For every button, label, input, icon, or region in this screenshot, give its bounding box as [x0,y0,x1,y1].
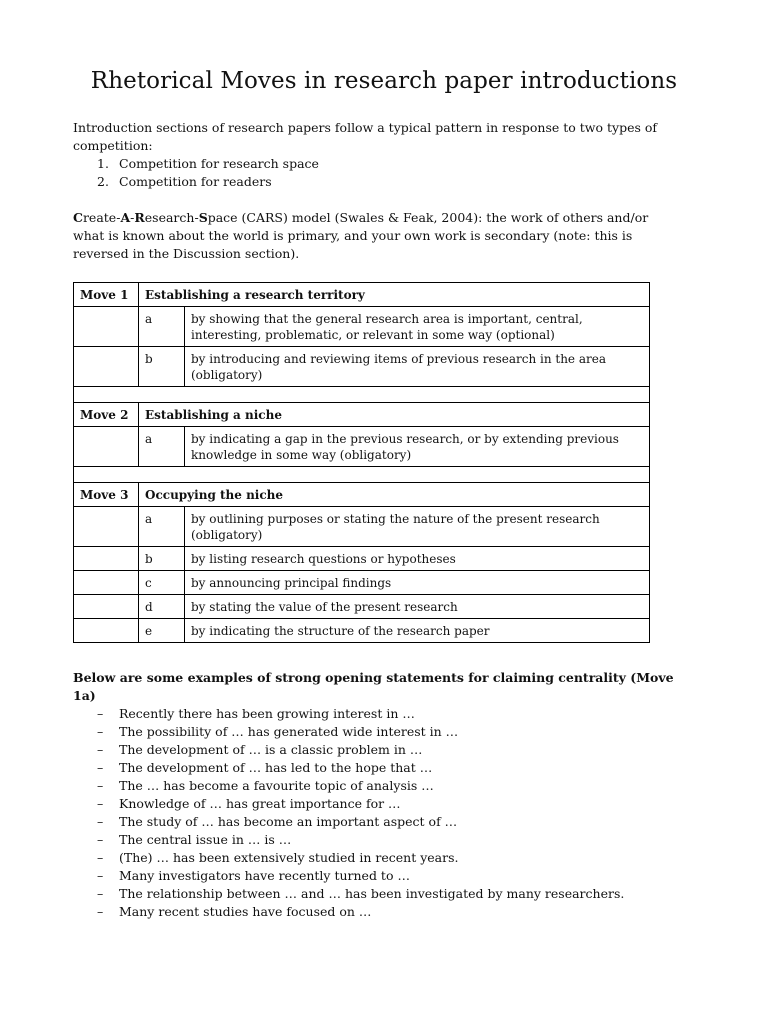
table-row [74,507,650,547]
dash-bullet: – [97,814,104,829]
move-label: Move 1 [74,283,139,307]
step-text: by introducing and reviewing items of previous research in the area (obligatory) [185,347,650,387]
example-text: The development of … is a classic problem in … [119,742,423,757]
example-text: The relationship between … and … has been investigated by many researchers. [119,886,625,901]
cars-initial-a: A [120,210,131,225]
move-label: Move 3 [74,483,139,507]
spacer-cell [74,467,650,483]
cars-paragraph [73,209,673,263]
table-row [74,307,650,347]
step-text: by outlining purposes or stating the nature of the present research (obligatory) [185,507,650,547]
table-row [74,619,650,643]
table-spacer-row [74,387,650,403]
dash-bullet: – [97,868,104,883]
empty-cell [74,507,139,547]
dash-bullet: – [97,886,104,901]
examples-heading: Below are some examples of strong opening statements for claiming centrality (Move 1a) [73,670,674,703]
example-text: The central issue in … is … [119,832,292,847]
spacer-cell [74,387,650,403]
table-spacer-row [74,467,650,483]
step-text: by announcing principal findings [185,571,650,595]
step-letter: a [139,507,185,547]
cars-initial-s: S [198,210,208,225]
cars-reate: reate- [82,210,121,225]
example-text: (The) … has been extensively studied in recent years. [119,850,459,865]
empty-cell [74,307,139,347]
dash-bullet: – [97,706,104,721]
example-text: Many investigators have recently turned to … [119,868,410,883]
list-item [73,867,673,885]
list-item [73,831,673,849]
list-item [73,173,633,191]
step-text: by listing research questions or hypotheses [185,547,650,571]
step-letter: a [139,427,185,467]
dash-bullet: – [97,904,104,919]
step-text: by showing that the general research area is important, central, interesting, problematic, or relevant in some way (optional) [185,307,650,347]
empty-cell [74,547,139,571]
table-row [74,427,650,467]
example-text: The development of … has led to the hope that … [119,760,433,775]
step-text: by indicating a gap in the previous research, or by extending previous knowledge in some way (obligatory) [185,427,650,467]
list-item [73,705,673,723]
empty-cell [74,595,139,619]
step-letter: b [139,547,185,571]
dash-bullet: – [97,850,104,865]
example-text: The … has become a favourite topic of analysis … [119,778,434,793]
list-item [73,723,673,741]
step-letter: a [139,307,185,347]
cars-rest: pace (CARS) model (Swales & Feak, 2004): the work of others and/or what is known about the world is primary, and your own work is secondary (note: this is reversed in the Discussion section). [73,210,649,261]
dash-bullet: – [97,760,104,775]
table-row [74,547,650,571]
empty-cell [74,619,139,643]
table-row-move-2 [74,403,650,427]
cars-initial-r: R [134,210,145,225]
list-item [73,759,673,777]
list-item [73,813,673,831]
list-item [73,903,673,921]
list-item [73,795,673,813]
dash-bullet: – [97,742,104,757]
step-letter: d [139,595,185,619]
examples-list [73,705,673,921]
cars-esearch: esearch- [144,210,199,225]
intro-paragraph: Introduction sections of research papers follow a typical pattern in response to two types of competition: [73,120,658,153]
step-letter: e [139,619,185,643]
step-letter: b [139,347,185,387]
example-text: The possibility of … has generated wide interest in … [119,724,459,739]
example-text: Knowledge of … has great importance for … [119,796,401,811]
move-heading: Occupying the niche [139,483,650,507]
list-item [73,849,673,867]
empty-cell [74,427,139,467]
empty-cell [74,347,139,387]
step-text: by stating the value of the present research [185,595,650,619]
list-item [73,155,633,173]
dash-bullet: – [97,724,104,739]
list-item-text: Competition for research space [119,156,319,171]
list-item [73,741,673,759]
table-row [74,595,650,619]
move-label: Move 2 [74,403,139,427]
moves-table [73,282,650,643]
list-number: 1. [97,156,109,171]
dash-bullet: – [97,832,104,847]
competition-list [73,155,633,191]
cars-dash: - [130,210,135,225]
list-item [73,885,673,903]
table-row [74,347,650,387]
dash-bullet: – [97,778,104,793]
empty-cell [74,571,139,595]
example-text: The study of … has become an important aspect of … [119,814,458,829]
move-heading: Establishing a niche [139,403,650,427]
list-item-text: Competition for readers [119,174,272,189]
example-text: Many recent studies have focused on … [119,904,372,919]
example-text: Recently there has been growing interest in … [119,706,415,721]
move-heading: Establishing a research territory [139,283,650,307]
table-row-move-1 [74,283,650,307]
dash-bullet: – [97,796,104,811]
table-row [74,571,650,595]
step-letter: c [139,571,185,595]
list-item [73,777,673,795]
table-row-move-3 [74,483,650,507]
list-number: 2. [97,174,109,189]
cars-initial-c: C [73,210,83,225]
step-text: by indicating the structure of the research paper [185,619,650,643]
page-title: Rhetorical Moves in research paper introductions [90,68,678,94]
